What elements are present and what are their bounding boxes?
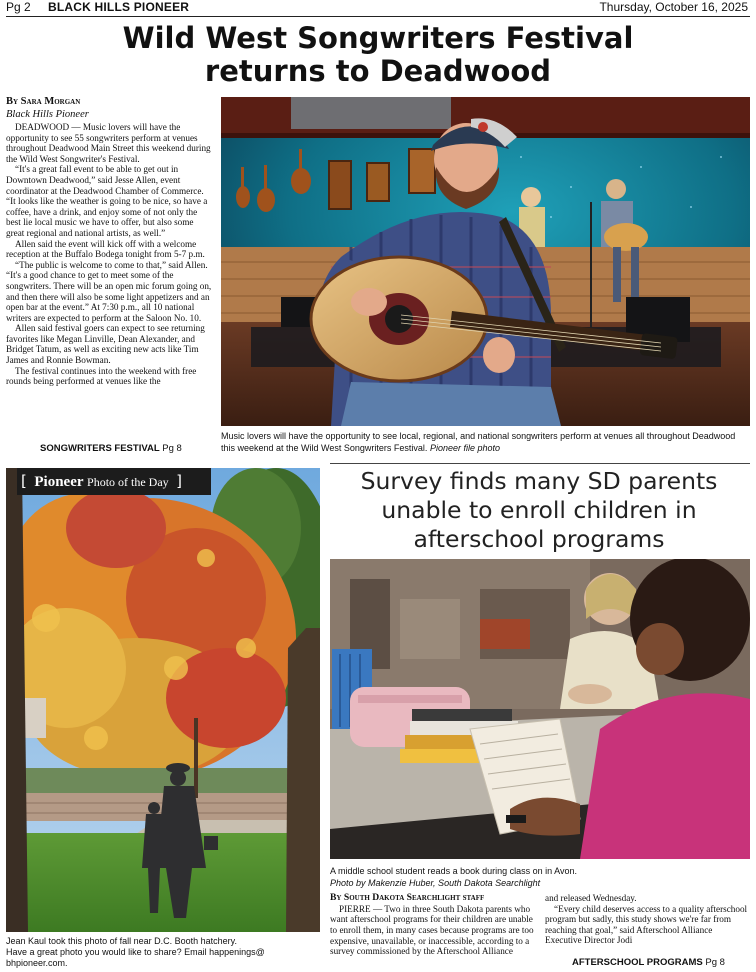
- survey-headline-line2: unable to enroll children in: [381, 496, 697, 524]
- masthead-rule: [6, 16, 750, 17]
- survey-jump-link[interactable]: [572, 957, 725, 968]
- masthead: [6, 0, 750, 15]
- lead-jump-page: Pg 8: [162, 443, 182, 454]
- survey-story-col1: [330, 893, 535, 957]
- potd-caption-line: Have a great photo you would like to share? Email happenings@: [6, 947, 265, 957]
- survey-paragraph: PIERRE — Two in three South Dakota parents who want afterschool programs for their children are unable to enroll them, in many cases because programs are too expensive, unavailable, or inaccessible, according to a survey commissioned by the Afterschool Alliance: [330, 903, 534, 957]
- lead-headline-line1: Wild West Songwriters Festival: [122, 21, 634, 55]
- bracket-open: [: [21, 472, 27, 490]
- lead-paragraph: Allen said the event will kick off with a welcome reception at the Buffalo Bodega tonight from 5-7 p.m.: [6, 238, 205, 260]
- survey-photo-caption: [330, 866, 750, 889]
- lead-jump-link[interactable]: [40, 443, 182, 454]
- survey-headline: [332, 467, 746, 554]
- issue-date: Thursday, October 16, 2025: [599, 0, 748, 14]
- lead-photo-credit: Pioneer file photo: [429, 442, 500, 453]
- survey-jump-label: AFTERSCHOOL PROGRAMS: [572, 957, 703, 968]
- lead-paragraph: “The public is welcome to come to that,” said Allen. “It's a good chance to get to meet some of the songwriters. There will be an open mic forum going on, and then there will also be some light appetizers and an open bar at the event.” At 7:30 p.m., all 10 national writers are expected to perform at the Saloon No. 10.: [6, 259, 212, 323]
- lead-story-body: [6, 96, 212, 387]
- potd-label: Photo of the Day: [87, 475, 169, 489]
- page-number: Pg 2: [6, 0, 31, 14]
- lead-photo: [221, 97, 750, 426]
- lead-headline: [60, 22, 696, 88]
- bracket-close: ]: [176, 472, 183, 490]
- lead-byline: By Sara Morgan: [6, 96, 81, 107]
- lead-paragraph: DEADWOOD — Music lovers will have the opportunity to see 55 songwriters perform at venues throughout Deadwood Main Street this weekend during the Wild West Songwriter's Festival.: [6, 122, 211, 164]
- survey-paragraph: “Every child deserves access to a quality afterschool program but sadly, this study shows we're far from reaching that goal,” said Afterschool Alliance Executive Director Jodi: [545, 903, 748, 946]
- lead-caption-text: Music lovers will have the opportunity to see local, regional, and national songwriters perform at venues all throughout Deadwood this weekend at the Wild West Songwriters Festival.: [221, 431, 736, 453]
- survey-jump-page: Pg 8: [705, 957, 725, 968]
- survey-headline-line3: afterschool programs: [413, 525, 665, 553]
- survey-paragraph: and released Wednesday.: [545, 893, 637, 903]
- photo-of-the-day-tag: [17, 468, 211, 495]
- lead-outlet: Black Hills Pioneer: [6, 109, 89, 120]
- lead-photo-caption: [221, 431, 750, 454]
- lead-paragraph: Allen said festival goers can expect to see returning favorites like Megan Linville, Dean Alexander, and Bridget Tatum, as well as exciting new acts like Tim James and Ronnie Bowman.: [6, 323, 205, 366]
- lead-headline-line2: returns to Deadwood: [204, 54, 552, 88]
- potd-brand: Pioneer: [34, 474, 84, 490]
- survey-story-col2: [545, 893, 750, 946]
- survey-headline-line1: Survey finds many SD parents: [360, 467, 718, 495]
- survey-photo-credit: Photo by Makenzie Huber, South Dakota Searchlight: [330, 877, 541, 888]
- survey-photo: [330, 559, 750, 859]
- lead-paragraph: “It's a great fall event to be able to get out in Downtown Deadwood,” said Jesse Allen, event coordinator at the Deadwood Chamber of Commerce. “It looks like the weather is going to be nice, so have a coffee, have a drink, and enjoy some of not only the best lie local music we have to offer, but also some great regional and national artists, as well.”: [6, 164, 208, 238]
- newspaper-name: BLACK HILLS PIONEER: [48, 0, 190, 14]
- potd-caption: [6, 936, 320, 969]
- potd-caption-line: bhpioneer.com.: [6, 958, 68, 968]
- lead-paragraph: The festival continues into the weekend with free rounds being performed at venues like the: [6, 365, 197, 387]
- photo-of-the-day: [6, 468, 320, 932]
- lead-jump-label: SONGWRITERS FESTIVAL: [40, 443, 160, 454]
- survey-caption-text: A middle school student reads a book during class on in Avon.: [330, 866, 577, 876]
- potd-caption-line: Jean Kaul took this photo of fall near D.C. Booth hatchery.: [6, 936, 237, 946]
- survey-byline: By South Dakota Searchlight staff: [330, 892, 485, 903]
- section-divider: [330, 463, 750, 464]
